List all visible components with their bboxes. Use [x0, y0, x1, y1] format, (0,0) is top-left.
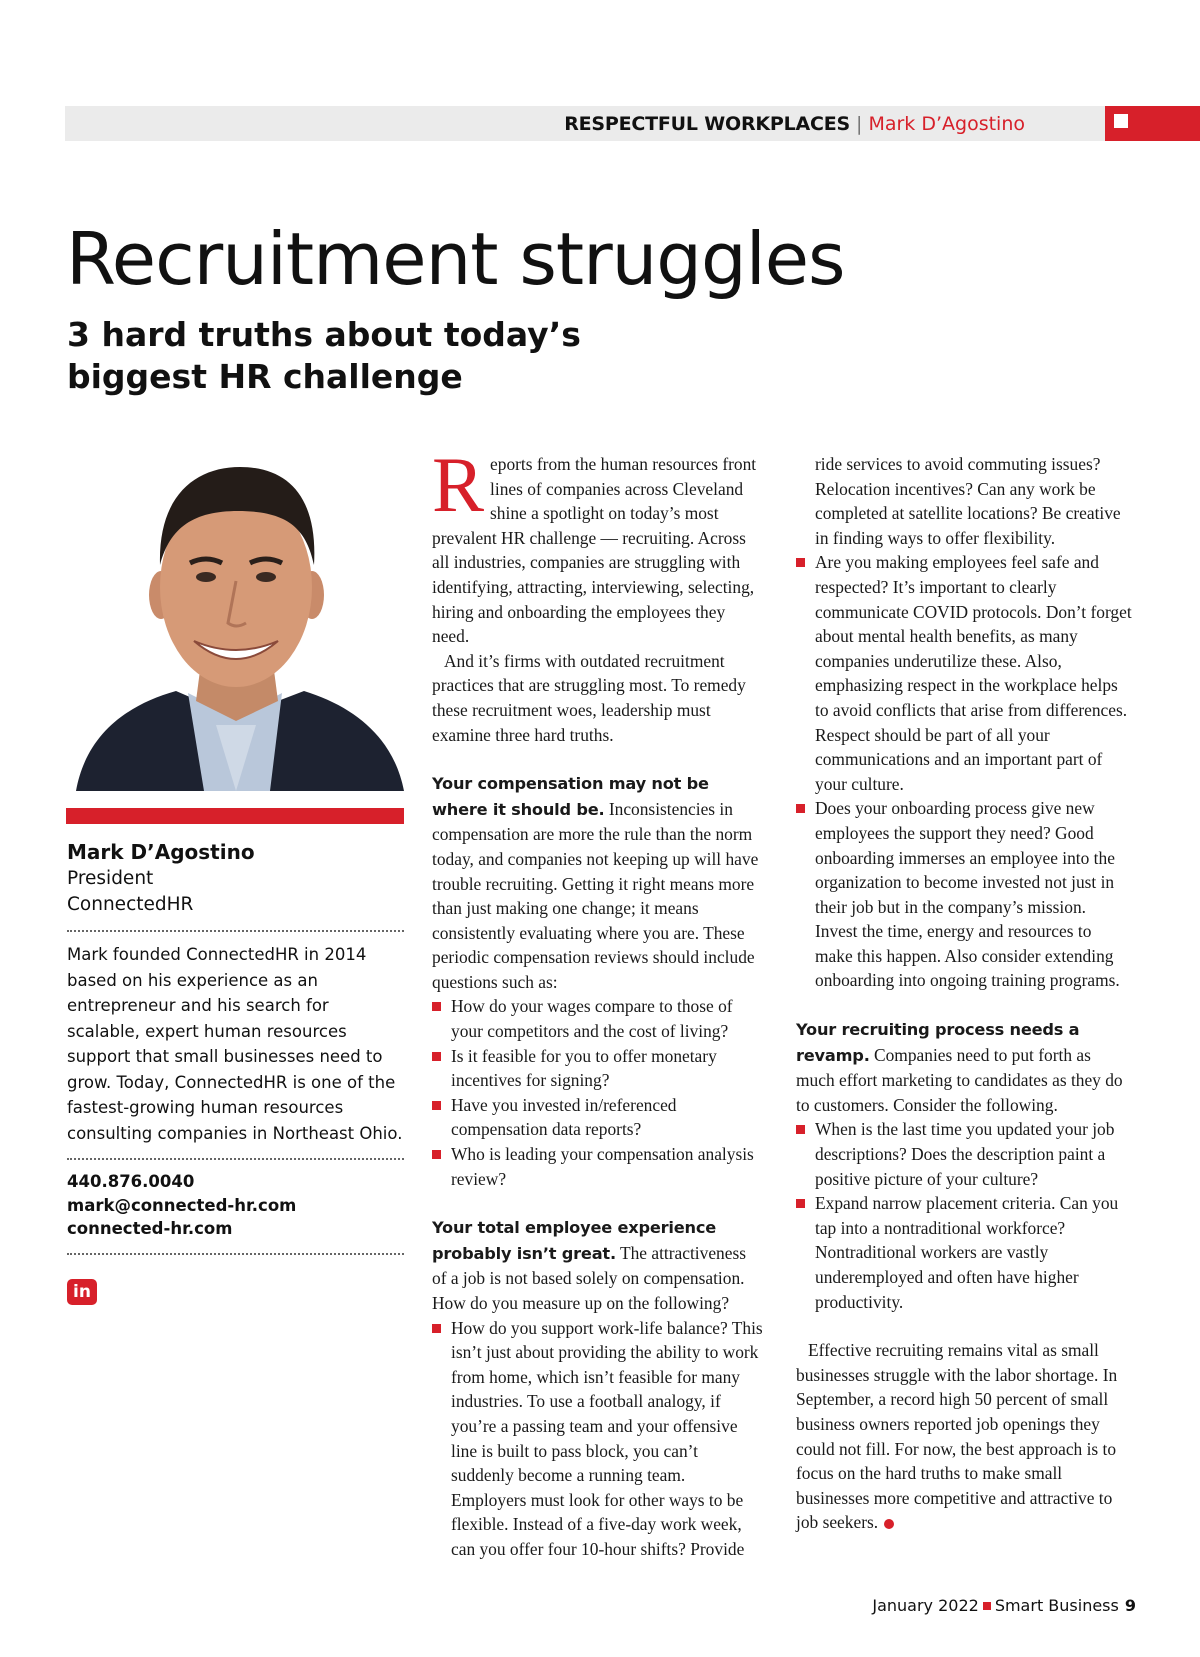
- author-title: President: [67, 868, 154, 889]
- article-subtitle: [67, 314, 667, 398]
- list-item-continued: ride services to avoid commuting issues? Relocation incentives? Can any work be completed at satellite locations? Be creative in finding ways to offer flexibility.: [815, 454, 1121, 548]
- linkedin-icon[interactable]: in: [67, 1279, 97, 1305]
- section-compensation: [432, 771, 764, 994]
- recruiting-questions: [796, 1117, 1132, 1314]
- divider: [67, 1158, 404, 1160]
- list-item: How do your wages compare to those of your competitors and the cost of living?: [432, 994, 764, 1043]
- list-item: How do you support work-life balance? This isn’t just about providing the ability to work from home, which isn’t feasible for many industries. To use a football analogy, if you’re a passing team and your offensive line is built to pass block, you can’t suddenly become a running team. Employers must look for other ways to be flexible. Instead of a five-day work week, can you offer four 10-hour shifts? Provide: [432, 1316, 764, 1562]
- section-body: The attractiveness of a job is not based solely on compensation. How do you measure up on the following?: [432, 1242, 746, 1313]
- end-mark-icon: [884, 1519, 894, 1529]
- list-item: Expand narrow placement criteria. Can you tap into a nontraditional workforce? Nontraditional workers are vastly underemployed and often have higher productivity.: [796, 1191, 1132, 1314]
- header-separator: |: [856, 113, 863, 135]
- intro-paragraph: [432, 441, 764, 649]
- contact-email-link[interactable]: mark@connected-hr.com: [67, 1195, 297, 1215]
- section-lead: Your compensation may not be where it should be.: [432, 774, 709, 819]
- section-body: Inconsistencies in compensation are more the rule than the norm today, and companies not keeping up will have trouble recruiting. Getting it right means more than just making one change; it means consistently evaluating where you are. These periodic compensation reviews should include questions such as:: [432, 798, 759, 992]
- article-column-2: [796, 452, 1132, 1535]
- contact-phone: 440.876.0040: [67, 1172, 195, 1191]
- divider: [67, 1253, 404, 1255]
- list-item: When is the last time you updated your job descriptions? Does the description paint a positive picture of your culture?: [796, 1117, 1132, 1191]
- list-item: Are you making employees feel safe and respected? It’s important to clearly communicate COVID protocols. Don’t forget about mental health benefits, as many companies underutilize these. Also, emphasizing respect in the workplace helps to avoid conflicts that arise from differences. Respect should be part of all your communications and an important part of your culture.: [796, 550, 1132, 796]
- header-author: Mark D’Agostino: [868, 113, 1025, 135]
- author-company: ConnectedHR: [67, 894, 194, 915]
- contact-website-link[interactable]: connected-hr.com: [67, 1219, 233, 1238]
- conclusion-paragraph: [796, 1338, 1132, 1535]
- section-body: Companies need to put forth as much effort marketing to candidates as they do to customers. Consider the following.: [796, 1044, 1123, 1115]
- article-title: Recruitment struggles: [66, 217, 845, 301]
- section-lead: Your recruiting process needs a revamp.: [796, 1020, 1080, 1065]
- author-photo: [66, 455, 404, 791]
- experience-questions: [432, 1316, 764, 1562]
- publication-name: Smart Business: [994, 1596, 1119, 1615]
- author-name: Mark D’Agostino: [67, 840, 255, 864]
- drop-cap: R: [432, 441, 485, 528]
- list-item: Does your onboarding process give new employees the support they need? Good onboarding immerses an employee into the organization to become invested not just in their job but in the company’s mission. Invest the time, energy and resources to make this happen. Also consider extending onboarding into ongoing training programs.: [796, 796, 1132, 993]
- subtitle-line: 3 hard truths about today’s: [67, 315, 581, 354]
- experience-questions-continued: [796, 550, 1132, 993]
- author-accent-bar: [66, 808, 404, 824]
- section-lead: Your total employee experience probably isn’t great.: [432, 1218, 717, 1263]
- list-item: Is it feasible for you to offer monetary incentives for signing?: [432, 1044, 764, 1093]
- author-card: [67, 838, 404, 1305]
- section-label: RESPECTFUL WORKPLACES: [564, 113, 851, 135]
- conclusion-text: Effective recruiting remains vital as small businesses struggle with the labor shortage. In September, a record high 50 percent of small business owners reported job openings they could not fill. For now, the best approach is to focus on the hard truths to make small businesses more competitive and attractive to job seekers.: [796, 1340, 1118, 1533]
- divider: [67, 930, 404, 932]
- page-number: 9: [1124, 1596, 1136, 1615]
- intro-paragraph-2: And it’s firms with outdated recruitment practices that are struggling most. To remedy these recruitment woes, leadership must examine three hard truths.: [432, 650, 746, 745]
- list-item: Who is leading your compensation analysis review?: [432, 1142, 764, 1191]
- article-column-1: [432, 441, 764, 1562]
- section-header: [564, 113, 1025, 135]
- page-footer: [872, 1596, 1136, 1616]
- compensation-questions: [432, 994, 764, 1191]
- issue-date: January 2022: [872, 1596, 979, 1615]
- square-icon: [1114, 114, 1128, 128]
- section-employee-experience: [432, 1215, 764, 1315]
- square-icon: [983, 1602, 991, 1610]
- author-bio: Mark founded ConnectedHR in 2014 based on his experience as an entrepreneur and his search for scalable, expert human resources support that small businesses need to grow. Today, ConnectedHR is one of the fastest-growing human resources consulting companies in Northeast Ohio.: [67, 945, 403, 1143]
- list-item: Have you invested in/referenced compensation data reports?: [432, 1093, 764, 1142]
- subtitle-line: biggest HR challenge: [67, 357, 463, 396]
- intro-text: eports from the human resources front lines of companies across Cleveland shine a spotlight on today’s most prevalent HR challenge — recruiting. Across all industries, companies are struggling with identifying, attracting, interviewing, selecting, hiring and onboarding the employees they need.: [432, 454, 757, 647]
- section-recruiting-process: [796, 1017, 1132, 1117]
